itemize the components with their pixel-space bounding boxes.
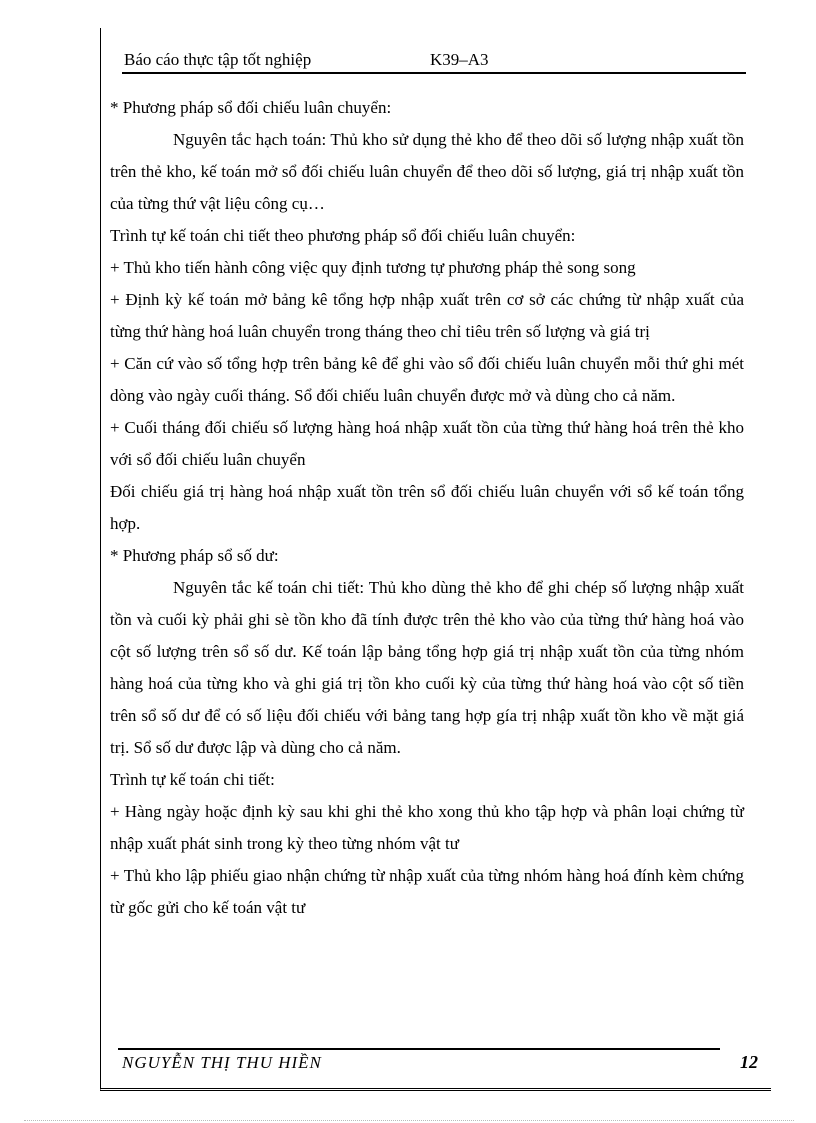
paragraph: + Căn cứ vào số tổng hợp trên bảng kê để ghi vào sổ đối chiếu luân chuyển mỗi thứ ghi mét dòng vào ngày cuối tháng. Sổ đối chiếu luân chuyển được mở và dùng cho cả năm. — [110, 354, 744, 405]
paragraph: + Thủ kho tiến hành công việc quy định tương tự phương pháp thẻ song song — [110, 258, 636, 277]
page-header — [122, 50, 746, 74]
author-name: NGUYỄN THỊ THU HIỀN — [122, 1053, 322, 1072]
paragraph: * Phương pháp sổ đối chiếu luân chuyển: — [110, 98, 392, 117]
document-body — [110, 92, 744, 924]
page-edge-divider — [24, 1120, 794, 1121]
paragraph: Nguyên tắc kế toán chi tiết: Thủ kho dùng thẻ kho để ghi chép số lượng nhập xuất tồn và cuối kỳ phải ghi sè tồn kho đã tính được trên thẻ kho vào của từng thứ hàng hoá vào cột số lượng trên sổ số dư. Kế toán lập bảng tổng hợp giá trị nhập xuất tồn của từng nhóm hàng hoá của từng kho và ghi giá trị tồn kho cuối kỳ của từng thứ hàng hoá vào cột số tiền trên sổ số dư để có số liệu đối chiếu với bảng tang hợp gía trị nhập xuất tồn kho về mặt giá trị. Sổ số dư được lập và dùng cho cả năm. — [110, 578, 744, 757]
paragraph: + Hàng ngày hoặc định kỳ sau khi ghi thẻ kho xong thủ kho tập hợp và phân loại chứng từ nhập xuất phát sinh trong kỳ theo từng nhóm vật tư — [110, 802, 744, 853]
report-title: Báo cáo thực tập tốt nghiệp — [124, 50, 312, 69]
paragraph: Trình tự kế toán chi tiết: — [110, 770, 275, 789]
page-number: 12 — [740, 1052, 758, 1072]
paragraph: Nguyên tắc hạch toán: Thủ kho sử dụng thẻ kho để theo dõi số lượng nhập xuất tồn trên thẻ kho, kế toán mở sổ đối chiếu luân chuyển để theo dõi số lượng, giá trị nhập xuất tồn của từng thứ vật liệu công cụ… — [110, 130, 744, 213]
paragraph: + Định kỳ kế toán mở bảng kê tổng hợp nhập xuất trên cơ sở các chứng từ nhập xuất của từng thứ hàng hoá luân chuyển trong tháng theo chỉ tiêu trên số lượng và giá trị — [110, 290, 744, 341]
footer-rule — [118, 1048, 720, 1050]
class-code: K39–A3 — [430, 50, 489, 69]
paragraph: * Phương pháp sổ số dư: — [110, 546, 279, 565]
paragraph: + Cuối tháng đối chiếu số lượng hàng hoá nhập xuất tồn của từng thứ hàng hoá trên thẻ kho với sổ đối chiếu luân chuyển — [110, 418, 744, 469]
paragraph: Đối chiếu giá trị hàng hoá nhập xuất tồn trên sổ đối chiếu luân chuyển với sổ kế toán tổng hợp. — [110, 482, 744, 533]
paragraph: Trình tự kế toán chi tiết theo phương pháp sổ đối chiếu luân chuyển: — [110, 226, 576, 245]
paragraph: + Thủ kho lập phiếu giao nhận chứng từ nhập xuất của từng nhóm hàng hoá đính kèm chứng từ gốc gửi cho kế toán vật tư — [110, 866, 744, 917]
